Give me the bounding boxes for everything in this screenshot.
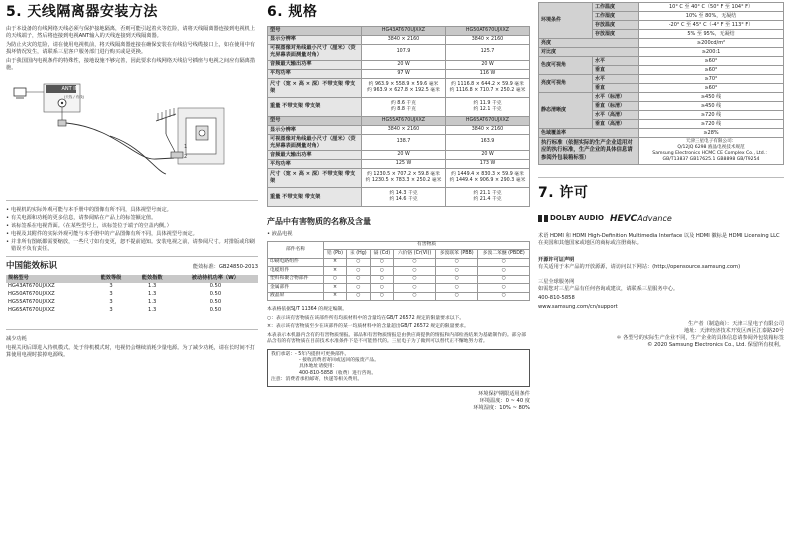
cell: 10° C 至 40° C（50° F 至 104° F） (639, 3, 784, 12)
tv-icon (14, 88, 26, 98)
cell: 3840 × 2160 (446, 126, 530, 135)
cell: 亮度可视角 (539, 75, 593, 93)
cell: ○ (370, 292, 393, 300)
section5-para2: 为防止火灾的危险，请在使用电视机前，将天线隔离器连接在确保安装在有线信号线缆接口上，如在使用中有损坏情况发生，请联系三星客户服务部门进行购买或是更换。 (6, 41, 256, 55)
cell: 1.3 (148, 307, 157, 314)
cell-line: 约 14.6 千克 (389, 197, 418, 203)
cell-line: 约 1116.8 × 710.7 × 250.2 毫米 (449, 87, 526, 93)
cell-line: GB/T13837 GB17625.1 GB8898 GB/T9254 (662, 157, 760, 163)
cell: 5% 至 95%，无凝结 (639, 30, 784, 39)
cell: ≥200:1 (639, 48, 784, 57)
cell: HG65AT670UJXXZ (446, 116, 530, 125)
cell: 显示分辨率 (268, 126, 362, 135)
cell: -20° C 至 45° C（-4° F 至 113° F） (639, 21, 784, 30)
cell: 0.50 (209, 299, 222, 306)
cell: 液晶屏 (268, 292, 324, 300)
cell: ○ (478, 284, 530, 292)
service-section (538, 279, 784, 311)
table-row (268, 126, 530, 135)
cell: 型号 (268, 116, 362, 125)
service-phone: 400-810-5858 (538, 294, 575, 301)
cell: ≥720 线 (639, 120, 784, 129)
table-row (268, 116, 530, 125)
energy-table-header (6, 275, 258, 283)
cell: ○ (370, 267, 393, 275)
cell: HG50AT670UJXXZ (446, 26, 530, 35)
hazard-title: 产品中有害物质的名称及含量 (267, 217, 371, 227)
cell: ○ (435, 267, 477, 275)
legend-line: ○：表示该有害物质在该部件所有均质材料中的含量均在GB/T 26572 规定的限量要求以下。 (267, 315, 465, 321)
cell: 平均功率 (268, 160, 362, 169)
address-line: 地址：天津经济技术开发区西区江泰路20号 (684, 327, 784, 334)
cell: 工作温度 (593, 3, 639, 12)
cell: 音频最大输出功率 (268, 60, 362, 69)
table-row (539, 75, 784, 84)
cell: ○ (435, 275, 477, 283)
column-right (538, 0, 784, 542)
cell-line: Q/12JQ 6298 液晶电视技术规范 (677, 144, 745, 150)
ant-in-label: ANT IN (61, 85, 79, 92)
cell: 重量 不带支架 带支架 (268, 188, 362, 207)
th-model: 规格型号 (6, 275, 90, 283)
column-left (6, 0, 258, 542)
env-hum: 环境湿度：10% ~ 80% (473, 404, 530, 411)
license-title: 7. 许可 (538, 184, 589, 201)
dolby-text: DOLBY AUDIO (550, 213, 604, 222)
th-col: 六价铬 (Cr(VI)) (394, 250, 436, 258)
cell: ≥60° (639, 57, 784, 66)
cell: 3840 × 2160 (362, 35, 446, 44)
table-row (268, 60, 530, 69)
divider (6, 329, 258, 330)
cell: HG43AT670UJXXZ (8, 283, 55, 290)
cell-line: 约 12.1 千克 (473, 106, 502, 112)
table-row (539, 138, 784, 165)
env-temp: 环境温度：0 ~ 40 度 (479, 397, 530, 404)
cell: ≥720 线 (639, 111, 784, 120)
hevc-advance-text: Advance (637, 213, 672, 223)
cell: 垂直（高清） (593, 120, 639, 129)
th-col: 汞 (Hg) (346, 250, 370, 258)
hevc-logo (610, 213, 672, 225)
cell: HG50AT670UJXXZ (8, 291, 55, 298)
cell: ≥60° (639, 66, 784, 75)
service-url[interactable]: www.samsung.com/cn/support (538, 303, 618, 310)
cell: 20 W (446, 151, 530, 160)
power-text: 电视关闭后即进入待机模式。处于待机模式时，电视仍会继续消耗少量电源。为了减少功耗，请在长时间不打算使用电视时拔掉电源线。 (6, 344, 256, 358)
table-row (268, 151, 530, 160)
cell: ≥70° (639, 75, 784, 84)
maker-line: 生产者（制造商）：天津三星电子有限公司 (688, 320, 784, 327)
maker-info (538, 321, 784, 349)
cell-line: 约 11.9 千克 (473, 100, 502, 106)
cell: 水平 (593, 57, 639, 66)
table-row (539, 39, 784, 48)
cell: 存放温度 (593, 21, 639, 30)
note-item: • 电视机的实际外观可能与本手册中的图像有所不同，具体视型号而定。 (6, 207, 258, 214)
th-col: 铅 (Pb) (324, 250, 347, 258)
th-col: 多溴二苯醚 (PBDE) (478, 250, 530, 258)
th-index: 能效指数 (132, 275, 173, 283)
cell: ○ (478, 292, 530, 300)
table-row (268, 69, 530, 78)
table-row (539, 57, 784, 66)
cell: ○ (394, 258, 436, 266)
cell: 显示分辨率 (268, 35, 362, 44)
cell: 音频最大输出功率 (268, 151, 362, 160)
cell: ○ (346, 267, 370, 275)
cell: ○ (370, 258, 393, 266)
notes-list (6, 207, 258, 253)
antenna-diagram (6, 76, 258, 194)
cell-line: 约 1116.8 × 644.2 × 59.9 毫米 (451, 81, 524, 87)
legend-line: 本表表示本机器内含有的有害物质情报。部品和有害物质情报是由供应商提供的情报和内部检查结果为基础制作的。部分部品含有的有害物质在目前技术水准条件下是不可能替代的。三星电子为了做到可以替代正不懈地努力着。 (267, 332, 527, 345)
cell: ○ (370, 275, 393, 283)
note-line: ＊ 各型号的实际生产企业不同，生产企业的具体信息请参阅外包装箱标签 (616, 334, 784, 341)
wall-socket-icon (171, 108, 224, 164)
table-row (268, 258, 530, 266)
promise-line: 400-810-5858（收费）进行咨询。 (299, 370, 377, 376)
cell: 型号 (268, 26, 362, 35)
open-title: 开源许可证声明 (538, 256, 575, 263)
service-text: 如需您对三星产品有任何咨询或建议，请联系三星服务中心。 (538, 285, 679, 292)
cell: × (324, 267, 347, 275)
column-middle (267, 0, 530, 542)
energy-table (6, 275, 258, 315)
cell: 0.50 (209, 291, 222, 298)
cell-line: 约 21.4 千克 (473, 197, 502, 203)
hdmi-text: 术语 HDMI 和 HDMI High-Definition Multimedia Interface 以及 HDMI 徽标是 HDMI Licensing LLC 在美国和其他国家或地区的商标或注册商标。 (538, 232, 780, 246)
copyright-line: © 2020 Samsung Electronics Co., Ltd. 保留所有权利。 (647, 341, 784, 348)
cell: 107.9 (362, 44, 446, 60)
promise-box (267, 349, 530, 387)
cell: 尺寸（宽 × 高 × 深）不带支架 带支架 (268, 78, 362, 97)
cell: 3840 × 2160 (362, 126, 446, 135)
cell: 116 W (446, 69, 530, 78)
cell: 水平（高清） (593, 111, 639, 120)
cell: 色域覆盖率 (539, 129, 639, 138)
dolby-logo (538, 214, 604, 223)
table-row (268, 292, 530, 300)
table-row (268, 44, 530, 60)
power-title: 减少功耗 (6, 335, 27, 342)
cell: 20 W (362, 151, 446, 160)
cell: HG43AT670UJXXZ (362, 26, 446, 35)
table-row (268, 188, 530, 207)
cell: 印刷电路组件 (268, 258, 324, 266)
cell-line: 约 1230.5 × 783.3 × 250.2 毫米 (365, 178, 442, 184)
promise-line: 具体地址请使用： (299, 364, 338, 370)
cell: ≥28% (639, 129, 784, 138)
cell: 125 W (362, 160, 446, 169)
open-source-section (538, 257, 784, 271)
table-row (539, 93, 784, 102)
cell: 水平 (593, 75, 639, 84)
specs-title: 6. 规格 (267, 4, 318, 20)
table-row (6, 307, 258, 315)
table-row (268, 284, 530, 292)
th-grade: 能效等级 (90, 275, 131, 283)
env-conditions (267, 391, 530, 412)
cell-line: 约 1449.4 × 830.3 × 59.9 毫米 (451, 171, 524, 177)
marker-1: 1 (184, 143, 188, 150)
cell: 3840 × 2160 (446, 35, 530, 44)
cell: ○ (324, 275, 347, 283)
cell-line: 约 14.3 千克 (389, 190, 418, 196)
cell: 可视图像对角线最小尺寸（厘米）（荧光屏幕表面测量对角） (268, 135, 362, 151)
hazard-table (267, 241, 530, 301)
cell: ○ (478, 275, 530, 283)
cell-line: 约 1230.5 × 707.2 × 59.8 毫米 (367, 171, 440, 177)
cell: ≥200cd/m² (639, 39, 784, 48)
cell: ○ (346, 275, 370, 283)
table-row (268, 135, 530, 151)
table-row (268, 35, 530, 44)
spec-table-1 (267, 26, 530, 207)
hazard-legend (267, 307, 530, 345)
cell: 可视图像对角线最小尺寸（厘米）（荧光屏幕表面测量对角） (268, 44, 362, 60)
cell: 10% 至 80%，无凝结 (639, 12, 784, 21)
cell: × (324, 258, 347, 266)
cell: × (324, 284, 347, 292)
th-part: 部件名称 (268, 241, 324, 258)
env-title: 环境保护期限适用条件 (478, 390, 530, 397)
cell: ○ (435, 292, 477, 300)
th-standby: 被动待机功率（W） (173, 275, 258, 283)
cell: 平均功率 (268, 69, 362, 78)
cell: ○ (478, 267, 530, 275)
cell: 1.3 (148, 291, 157, 298)
cell-line: 约 8.6 千克 (390, 100, 417, 106)
cell: 20 W (446, 60, 530, 69)
table-row (539, 48, 784, 57)
cell: ○ (435, 258, 477, 266)
cell: ○ (394, 284, 436, 292)
divider (6, 200, 258, 201)
note-item: • 有关电源和功耗的更多信息，请参阅贴在产品上的标签额定值。 (6, 215, 258, 222)
cell: 97 W (362, 69, 446, 78)
cell: 20 W (362, 60, 446, 69)
cell: 对比度 (539, 48, 639, 57)
cell-line: 约 1449.4 × 906.9 × 290.3 毫米 (449, 178, 526, 184)
cell: HG55AT670UJXXZ (8, 299, 55, 306)
cell: 执行标准（依据实际的生产企业适用对应的执行标准，生产企业的具体信息请参阅外包装箱标签） (539, 138, 639, 165)
th-col: 镉 (Cd) (370, 250, 393, 258)
cell-line: Samsung Electronics HCMC CE Complex Co., Ltd.： (652, 150, 770, 156)
cell: ○ (435, 284, 477, 292)
cell: 存放湿度 (593, 30, 639, 39)
cell: 0.50 (209, 283, 222, 290)
cell: HG65AT670UJXXZ (8, 307, 55, 314)
legend-line: 本表格依据SJ/T 11364 的规定编制。 (267, 307, 348, 313)
cell: 环境条件 (539, 3, 593, 39)
table-row (6, 283, 258, 291)
ant-in-sub: (天线 / 有线) (63, 94, 85, 99)
cell: 1.3 (148, 283, 157, 290)
cell: 垂直（标清） (593, 102, 639, 111)
cell: ○ (478, 258, 530, 266)
divider (538, 177, 784, 178)
cell: 水平（标清） (593, 93, 639, 102)
cell: 1.3 (148, 299, 157, 306)
cell: HG55AT670UJXXZ (362, 116, 446, 125)
antenna-icon (156, 108, 176, 134)
cell: 3 (109, 283, 113, 290)
cell: ≥450 线 (639, 102, 784, 111)
section5-para3: 由于我国国内电视条件的特殊性，接地设施不够完善，因此要求有线网络天线信号插座与电视之间应有隔离措施。 (6, 57, 256, 71)
dolby-icon (538, 215, 548, 222)
table-row (268, 267, 530, 275)
note-item: • 电视及其附件的实际外观可能与本手册中的产品图像有所不同，具体视型号而定。 (6, 231, 258, 238)
cell: 125.7 (446, 44, 530, 60)
cell-line: 天津三星电子有限公司： (685, 138, 737, 144)
table-row (6, 299, 258, 307)
cell: 静态清晰度 (539, 93, 593, 129)
table-row (268, 26, 530, 35)
table-row (539, 3, 784, 12)
th-col: 多溴联苯 (PBB) (435, 250, 477, 258)
energy-header (6, 261, 258, 272)
cell: 0.50 (209, 307, 222, 314)
cell: ○ (370, 284, 393, 292)
cell: 163.9 (446, 135, 530, 151)
cell: ≥60° (639, 84, 784, 93)
cell: 色度可视角 (539, 57, 593, 75)
cell: × (324, 292, 347, 300)
cell: 3 (109, 299, 113, 306)
service-title: 三星全球服务网 (538, 278, 575, 285)
divider (6, 256, 258, 257)
table-row (268, 169, 530, 188)
section5-para1: 由于本设备的有线网络天线必须与保护接地隔离，否则可能引起着火等危险，请将天线隔离器连接到电视机上的天线端子，然后将连接到电视ANT输入的天线连接到天线隔离器。 (6, 25, 256, 39)
cell: 金属部件 (268, 284, 324, 292)
energy-title: 中国能效标识 (6, 261, 58, 272)
table-row (539, 129, 784, 138)
cell: 工作湿度 (593, 12, 639, 21)
promise-line: 注意：消费者承担邮寄，快递等相关费用。 (271, 377, 363, 383)
cell: 电缆组件 (268, 267, 324, 275)
note-item: • 该标签系在电视背面。（在某些型号上，该标签位于端子的空盖内侧。） (6, 223, 258, 230)
cell: 3 (109, 291, 113, 298)
cell: 173 W (446, 160, 530, 169)
open-text: 有关适用于本产品的开放源源，请访问以下网站：(http://opensource.samsung.com) (538, 263, 741, 270)
cell: ≥450 线 (639, 93, 784, 102)
hevc-text: HEVC (609, 213, 638, 224)
table-row (268, 241, 530, 249)
legend-line: ×：表示该有害物质至少在该部件的某一均质材料中的含量超出GB/T 26572 规定的限量要求。 (267, 324, 469, 330)
cell: 塑料和聚合物部件 (268, 275, 324, 283)
cable-line (66, 123, 174, 159)
cell: ○ (394, 292, 436, 300)
cell: ○ (394, 267, 436, 275)
cell: ○ (394, 275, 436, 283)
table-row (268, 78, 530, 97)
cell: 垂直 (593, 84, 639, 93)
cell: 3 (109, 307, 113, 314)
note-item: • 并非所有图纸都需要缩放，一些尺寸如有变更，恕不提前通知。安装电视之前，请参阅尺寸。对排版或印刷错误不负有责任。 (6, 239, 258, 253)
promise-line: 我们承诺：- 5年内提供可更换部件。 (271, 351, 350, 357)
cell-line: 约 21.1 千克 (473, 190, 502, 196)
th-group: 有害物质 (324, 241, 530, 249)
cell: 亮度 (539, 39, 639, 48)
cell: ○ (346, 284, 370, 292)
cell: 138.7 (362, 135, 446, 151)
license-logos (538, 213, 784, 225)
hazard-product: • 液晶电视 (267, 230, 293, 237)
cell-line: 约 8.8 千克 (390, 106, 417, 112)
cell-line: 约 963.9 × 558.9 × 59.6 毫米 (368, 81, 439, 87)
antenna-diagram-svg (6, 76, 258, 194)
cell: 尺寸（宽 × 高 × 深）不带支架 带支架 (268, 169, 362, 188)
isolator-icon (58, 120, 66, 126)
table-row (6, 291, 258, 299)
table-row (268, 160, 530, 169)
promise-line: - 接收消费者寄回或送回的报废产品。 (299, 357, 380, 363)
cell: ○ (346, 258, 370, 266)
marker-2: 2 (184, 153, 188, 160)
cell: ○ (346, 292, 370, 300)
table-row (268, 97, 530, 116)
section5-title: 5. 天线隔离器安装方法 (6, 4, 158, 20)
cell: 重量 不带支架 带支架 (268, 97, 362, 116)
cell: 垂直 (593, 66, 639, 75)
table-row (268, 275, 530, 283)
energy-standard: 能效标准：GB24850-2013 (192, 264, 258, 271)
env-spec-table (538, 2, 784, 165)
cell-line: 约 963.9 × 627.8 × 192.5 毫米 (367, 87, 440, 93)
